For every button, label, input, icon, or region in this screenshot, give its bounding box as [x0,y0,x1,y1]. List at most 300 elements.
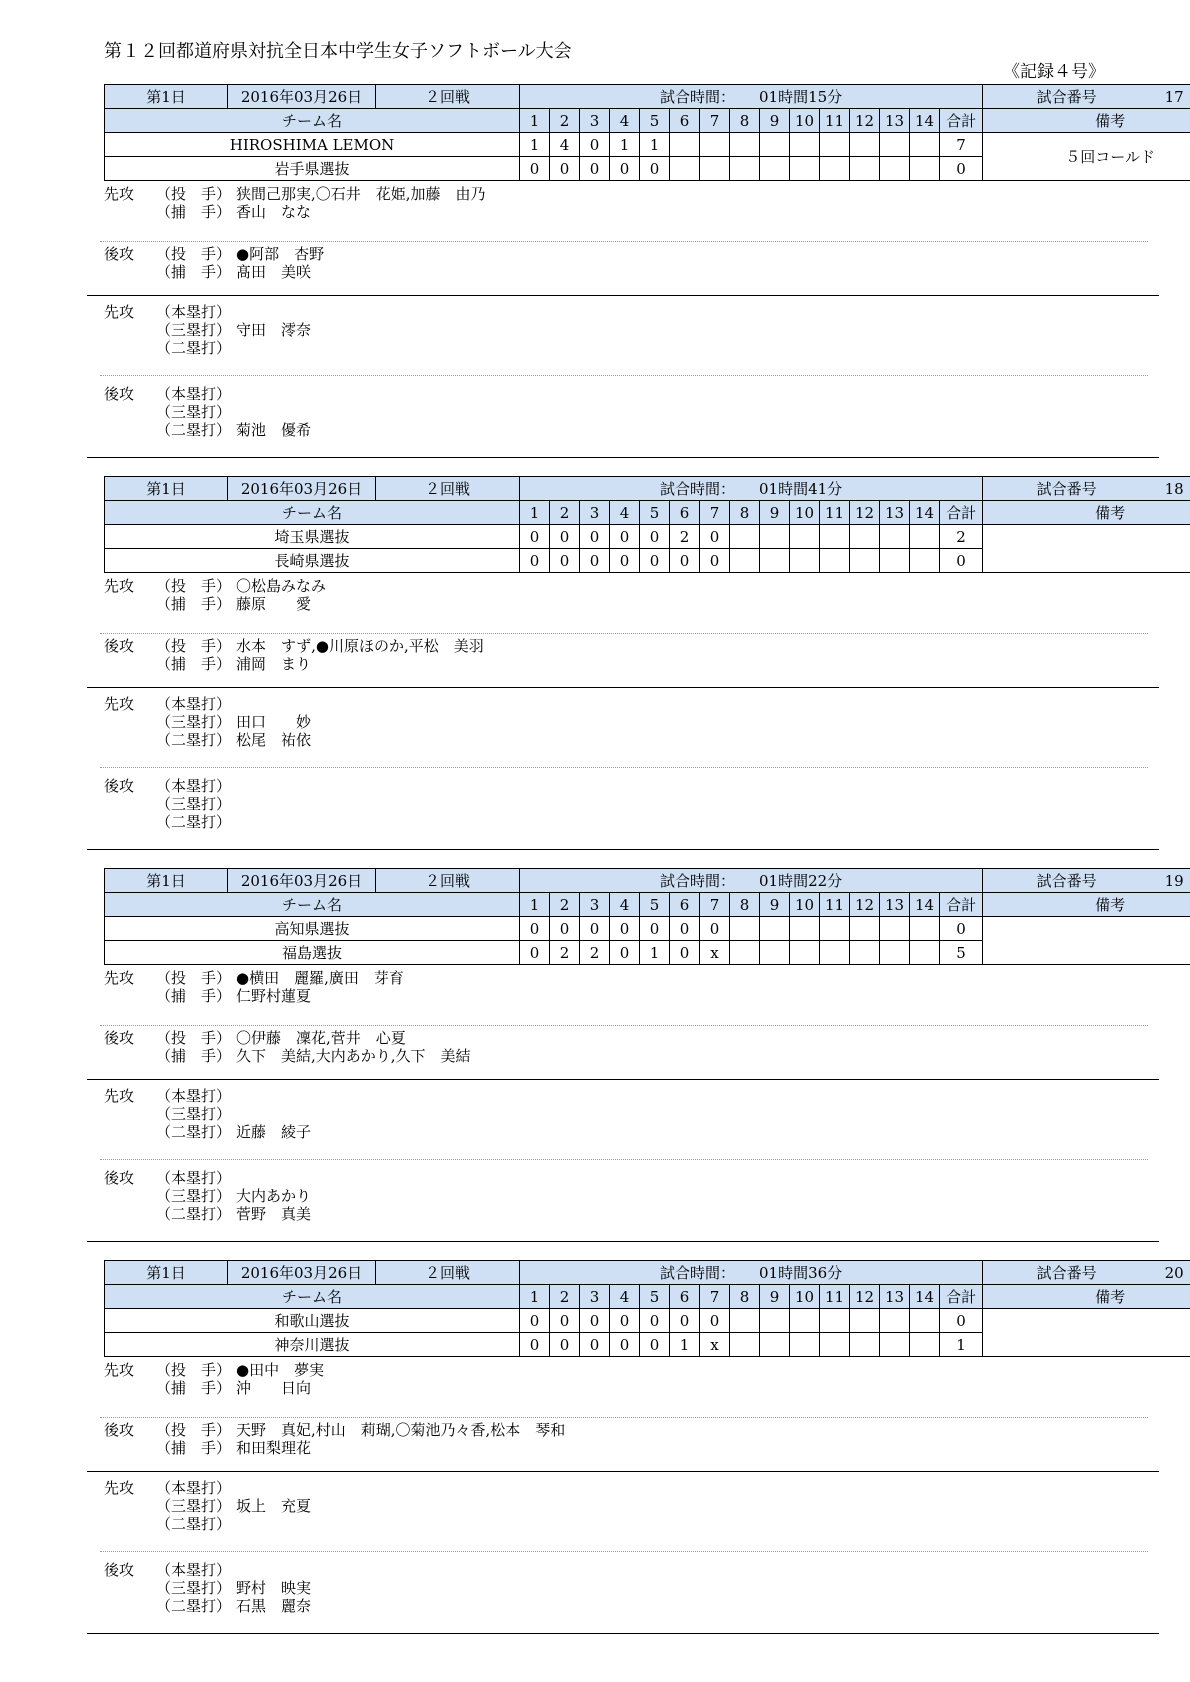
game-details [104,573,1147,863]
game-number-label: 試合番号 [1036,1264,1097,1282]
inning-header: 2 [550,1285,580,1309]
bottom-double-value: 菊池 優希 [236,421,312,439]
inning-header: 12 [850,109,880,133]
note-header: 備考 [983,501,1190,525]
inning-score [910,1333,940,1357]
game-time [520,477,983,501]
game-record [104,84,1184,471]
inning-score [700,133,730,157]
bottom-catcher-label: （捕 手） [156,655,232,673]
bottom-pitcher-side-label: 後攻 [104,1029,135,1047]
note-cell: ５回コールド [983,133,1190,181]
top-catcher-label: （捕 手） [156,987,232,1005]
team-name-header: チーム名 [105,893,520,917]
top-homerun-side-label: 先攻 [104,695,135,713]
inning-score: 0 [700,1309,730,1333]
inning-score: 2 [550,941,580,965]
bottom-catcher-value: 浦岡 まり [236,655,312,673]
inning-header: 10 [790,109,820,133]
score-table [104,1260,1190,1357]
game-number [983,85,1190,109]
bottom-homerun-label: （本塁打） [156,1169,232,1187]
note-cell [983,1309,1190,1357]
team-name: HIROSHIMA LEMON [105,133,520,157]
top-homerun-side-label: 先攻 [104,1087,135,1105]
score-table [104,476,1190,573]
bottom-triple-label: （三塁打） [156,795,232,813]
inning-header: 5 [640,501,670,525]
dotted-divider [100,1417,1148,1418]
top-pitcher-value: ●横田 麗羅,廣田 芽育 [236,969,404,987]
team-row [105,1309,1190,1333]
inning-header: 7 [700,893,730,917]
inning-score: 0 [520,941,550,965]
inning-header: 11 [820,109,850,133]
inning-header: 13 [880,1285,910,1309]
bottom-double-value: 石黒 麗奈 [236,1597,312,1615]
inning-score [880,525,910,549]
game-time-value: 01時間22分 [758,872,843,890]
game-time [520,1261,983,1285]
inning-score [790,1309,820,1333]
inning-score [910,549,940,573]
inning-score [850,1309,880,1333]
total-header: 合計 [940,109,983,133]
inning-score [910,157,940,181]
inning-header: 14 [910,1285,940,1309]
round-label: ２回戦 [376,1261,520,1285]
top-homerun-side-label: 先攻 [104,303,135,321]
inning-score: 0 [550,1333,580,1357]
top-catcher-label: （捕 手） [156,595,232,613]
inning-header: 6 [670,109,700,133]
inning-score: 1 [670,1333,700,1357]
score-table [104,868,1190,965]
inning-score [670,133,700,157]
inning-header: 10 [790,501,820,525]
game-end-divider [87,457,1159,458]
top-pitcher-value: ●田中 夢実 [236,1361,325,1379]
inning-score: 0 [700,525,730,549]
total-header: 合計 [940,501,983,525]
top-homerun-side-label: 先攻 [104,1479,135,1497]
inning-score: 0 [640,525,670,549]
top-pitcher-side-label: 先攻 [104,969,135,987]
total-header: 合計 [940,1285,983,1309]
inning-score: 0 [610,157,640,181]
bottom-catcher-label: （捕 手） [156,1047,232,1065]
inning-header: 2 [550,109,580,133]
game-number [983,869,1190,893]
bottom-triple-label: （三塁打） [156,403,232,421]
inning-score [790,525,820,549]
bottom-catcher-value: 髙田 美咲 [236,263,312,281]
team-row [105,917,1190,941]
game-time-label: 試合時間： [659,480,735,498]
top-homerun-label: （本塁打） [156,695,232,713]
bottom-homerun-label: （本塁打） [156,777,232,795]
top-triple-value: 坂上 充夏 [236,1497,312,1515]
inning-score: 0 [550,549,580,573]
inning-score [760,941,790,965]
inning-score [850,917,880,941]
inning-header: 13 [880,501,910,525]
bottom-catcher-value: 和田梨理花 [236,1439,312,1457]
inning-header: 13 [880,109,910,133]
inning-header: 10 [790,893,820,917]
total-score: 5 [940,941,983,965]
inning-score [910,917,940,941]
top-triple-value: 田口 妙 [236,713,312,731]
bottom-pitcher-side-label: 後攻 [104,245,135,263]
inning-score [760,525,790,549]
dotted-divider [100,1551,1148,1552]
inning-score: 1 [610,133,640,157]
bottom-pitcher-value: 〇伊藤 凜花,菅井 心夏 [236,1029,406,1047]
inning-score: 0 [640,549,670,573]
team-name: 和歌山選抜 [105,1309,520,1333]
inning-header: 7 [700,501,730,525]
inning-header: 8 [730,501,760,525]
inning-score: 0 [610,525,640,549]
bottom-pitcher-side-label: 後攻 [104,637,135,655]
inning-score: 0 [520,157,550,181]
bottom-triple-label: （三塁打） [156,1579,232,1597]
game-record [104,1260,1184,1647]
date-label: 2016年03月26日 [228,85,376,109]
inning-header: 10 [790,1285,820,1309]
inning-score: 1 [520,133,550,157]
bottom-triple-label: （三塁打） [156,1187,232,1205]
top-triple-value: 守田 澪奈 [236,321,312,339]
inning-score [820,133,850,157]
section-divider [87,1471,1159,1472]
inning-score: 0 [640,1309,670,1333]
inning-score: x [700,1333,730,1357]
inning-header: 4 [610,893,640,917]
inning-header: 3 [580,1285,610,1309]
inning-header: 14 [910,893,940,917]
inning-score: 0 [580,133,610,157]
note-cell [983,525,1190,573]
inning-header: 5 [640,1285,670,1309]
game-number-value: 17 [1164,88,1184,106]
inning-score [700,157,730,181]
inning-score [790,157,820,181]
inning-score [850,133,880,157]
total-score: 0 [940,1309,983,1333]
inning-score [910,1309,940,1333]
inning-score [730,133,760,157]
inning-header: 4 [610,1285,640,1309]
inning-header: 7 [700,109,730,133]
inning-header: 5 [640,109,670,133]
inning-header: 1 [520,109,550,133]
total-score: 2 [940,525,983,549]
game-time-label: 試合時間： [659,872,735,890]
inning-header: 6 [670,501,700,525]
game-number [983,477,1190,501]
inning-score [880,941,910,965]
inning-score [730,549,760,573]
inning-score: 0 [610,941,640,965]
inning-header: 14 [910,501,940,525]
inning-score: 0 [670,941,700,965]
inning-score [790,549,820,573]
inning-header: 3 [580,501,610,525]
dotted-divider [100,375,1148,376]
document-title: 第１２回都道府県対抗全日本中学生女子ソフトボール大会 [104,41,572,62]
inning-header: 1 [520,893,550,917]
top-pitcher-side-label: 先攻 [104,577,135,595]
inning-score: 0 [520,1309,550,1333]
bottom-catcher-value: 久下 美結,大内あかり,久下 美結 [236,1047,471,1065]
bottom-double-label: （二塁打） [156,1205,232,1223]
game-time-label: 試合時間： [659,88,735,106]
round-label: ２回戦 [376,477,520,501]
date-label: 2016年03月26日 [228,869,376,893]
inning-header: 4 [610,501,640,525]
inning-score: 0 [580,1309,610,1333]
inning-score [670,157,700,181]
bottom-pitcher-value: ●阿部 杏野 [236,245,325,263]
inning-header: 3 [580,893,610,917]
inning-score [850,157,880,181]
inning-score: 0 [520,549,550,573]
inning-score [730,917,760,941]
team-row [105,133,1190,157]
inning-score: 0 [640,917,670,941]
day-label: 第1日 [105,1261,228,1285]
dotted-divider [100,633,1148,634]
inning-score [760,1333,790,1357]
bottom-double-label: （二塁打） [156,813,232,831]
round-label: ２回戦 [376,869,520,893]
inning-score [910,525,940,549]
top-double-value: 近藤 綾子 [236,1123,312,1141]
inning-score [790,917,820,941]
top-pitcher-side-label: 先攻 [104,185,135,203]
top-pitcher-value: 〇松島みなみ [236,577,327,595]
team-name: 長崎県選抜 [105,549,520,573]
inning-score: 0 [610,1333,640,1357]
inning-score [760,133,790,157]
top-pitcher-label: （投 手） [156,577,232,595]
game-time-value: 01時間36分 [758,1264,843,1282]
inning-header: 6 [670,1285,700,1309]
inning-header: 2 [550,501,580,525]
inning-score: 2 [580,941,610,965]
inning-score: 0 [580,1333,610,1357]
team-name: 高知県選抜 [105,917,520,941]
bottom-homerun-label: （本塁打） [156,1561,232,1579]
inning-score: 1 [640,133,670,157]
inning-header: 12 [850,893,880,917]
inning-score [760,157,790,181]
inning-score: 0 [670,917,700,941]
game-number [983,1261,1190,1285]
top-double-label: （二塁打） [156,731,232,749]
top-catcher-label: （捕 手） [156,1379,232,1397]
note-header: 備考 [983,109,1190,133]
game-number-value: 18 [1164,480,1184,498]
record-number: 《記録４号》 [1003,62,1105,82]
inning-header: 9 [760,1285,790,1309]
inning-score: 0 [520,1333,550,1357]
inning-score: 0 [520,917,550,941]
bottom-double-label: （二塁打） [156,421,232,439]
inning-header: 8 [730,109,760,133]
inning-score [760,549,790,573]
bottom-catcher-label: （捕 手） [156,1439,232,1457]
inning-header: 11 [820,501,850,525]
inning-header: 2 [550,893,580,917]
round-label: ２回戦 [376,85,520,109]
inning-score [730,1309,760,1333]
inning-score [820,157,850,181]
inning-header: 4 [610,109,640,133]
team-name: 埼玉県選抜 [105,525,520,549]
inning-score [850,1333,880,1357]
team-name-header: チーム名 [105,501,520,525]
note-header: 備考 [983,1285,1190,1309]
bottom-homerun-side-label: 後攻 [104,777,135,795]
date-label: 2016年03月26日 [228,1261,376,1285]
inning-score: 0 [610,549,640,573]
inning-score: 0 [610,917,640,941]
inning-header: 8 [730,893,760,917]
game-details [104,181,1147,471]
inning-header: 14 [910,109,940,133]
inning-score [790,133,820,157]
game-time-value: 01時間15分 [758,88,843,106]
inning-score: 0 [640,1333,670,1357]
game-time [520,85,983,109]
total-score: 7 [940,133,983,157]
bottom-pitcher-label: （投 手） [156,1029,232,1047]
top-pitcher-label: （投 手） [156,185,232,203]
game-record [104,868,1184,1255]
bottom-pitcher-value: 天野 真妃,村山 莉瑚,〇菊池乃々香,松本 琴和 [236,1421,566,1439]
top-triple-label: （三塁打） [156,713,232,731]
inning-score [760,917,790,941]
inning-header: 9 [760,501,790,525]
top-catcher-value: 仁野村蓮夏 [236,987,312,1005]
inning-score: 4 [550,133,580,157]
dotted-divider [100,241,1148,242]
day-label: 第1日 [105,869,228,893]
note-header: 備考 [983,893,1190,917]
note-cell [983,917,1190,965]
inning-header: 8 [730,1285,760,1309]
bottom-homerun-side-label: 後攻 [104,1561,135,1579]
inning-header: 9 [760,109,790,133]
top-catcher-value: 香山 なな [236,203,312,221]
day-label: 第1日 [105,477,228,501]
inning-header: 3 [580,109,610,133]
top-pitcher-side-label: 先攻 [104,1361,135,1379]
bottom-catcher-label: （捕 手） [156,263,232,281]
inning-header: 7 [700,1285,730,1309]
top-homerun-label: （本塁打） [156,303,232,321]
day-label: 第1日 [105,85,228,109]
bottom-double-label: （二塁打） [156,1597,232,1615]
dotted-divider [100,767,1148,768]
inning-score [850,549,880,573]
inning-score [760,1309,790,1333]
total-score: 1 [940,1333,983,1357]
top-double-label: （二塁打） [156,1515,232,1533]
inning-score [820,917,850,941]
inning-score: 0 [610,1309,640,1333]
bottom-homerun-side-label: 後攻 [104,385,135,403]
game-record [104,476,1184,863]
inning-header: 13 [880,893,910,917]
total-score: 0 [940,549,983,573]
game-number-value: 20 [1164,1264,1184,1282]
inning-score [820,1309,850,1333]
game-end-divider [87,1241,1159,1242]
inning-header: 1 [520,501,550,525]
inning-header: 5 [640,893,670,917]
team-row [105,525,1190,549]
top-pitcher-value: 狭間己那実,〇石井 花姫,加藤 由乃 [236,185,486,203]
bottom-double-value: 菅野 真美 [236,1205,312,1223]
inning-header: 12 [850,501,880,525]
game-time-label: 試合時間： [659,1264,735,1282]
section-divider [87,1079,1159,1080]
total-header: 合計 [940,893,983,917]
game-details [104,1357,1147,1647]
game-details [104,965,1147,1255]
bottom-homerun-side-label: 後攻 [104,1169,135,1187]
inning-score [790,941,820,965]
top-triple-label: （三塁打） [156,321,232,339]
inning-score: 0 [700,549,730,573]
inning-score [910,133,940,157]
bottom-pitcher-label: （投 手） [156,1421,232,1439]
dotted-divider [100,1159,1148,1160]
top-pitcher-label: （投 手） [156,969,232,987]
bottom-homerun-label: （本塁打） [156,385,232,403]
inning-score [880,1309,910,1333]
inning-score [820,941,850,965]
game-number-label: 試合番号 [1036,872,1097,890]
game-end-divider [87,1633,1159,1634]
inning-score: 0 [670,549,700,573]
team-name: 福島選抜 [105,941,520,965]
top-catcher-value: 藤原 愛 [236,595,312,613]
top-double-value: 松尾 祐依 [236,731,312,749]
game-number-label: 試合番号 [1036,88,1097,106]
top-catcher-label: （捕 手） [156,203,232,221]
team-name-header: チーム名 [105,1285,520,1309]
bottom-pitcher-label: （投 手） [156,637,232,655]
inning-score: 0 [700,917,730,941]
inning-score [730,1333,760,1357]
team-name: 神奈川選抜 [105,1333,520,1357]
top-double-label: （二塁打） [156,1123,232,1141]
inning-header: 11 [820,1285,850,1309]
section-divider [87,687,1159,688]
inning-score: 0 [580,525,610,549]
top-triple-label: （三塁打） [156,1497,232,1515]
game-end-divider [87,849,1159,850]
bottom-pitcher-side-label: 後攻 [104,1421,135,1439]
inning-score [880,133,910,157]
inning-score: 0 [580,157,610,181]
inning-score [880,1333,910,1357]
